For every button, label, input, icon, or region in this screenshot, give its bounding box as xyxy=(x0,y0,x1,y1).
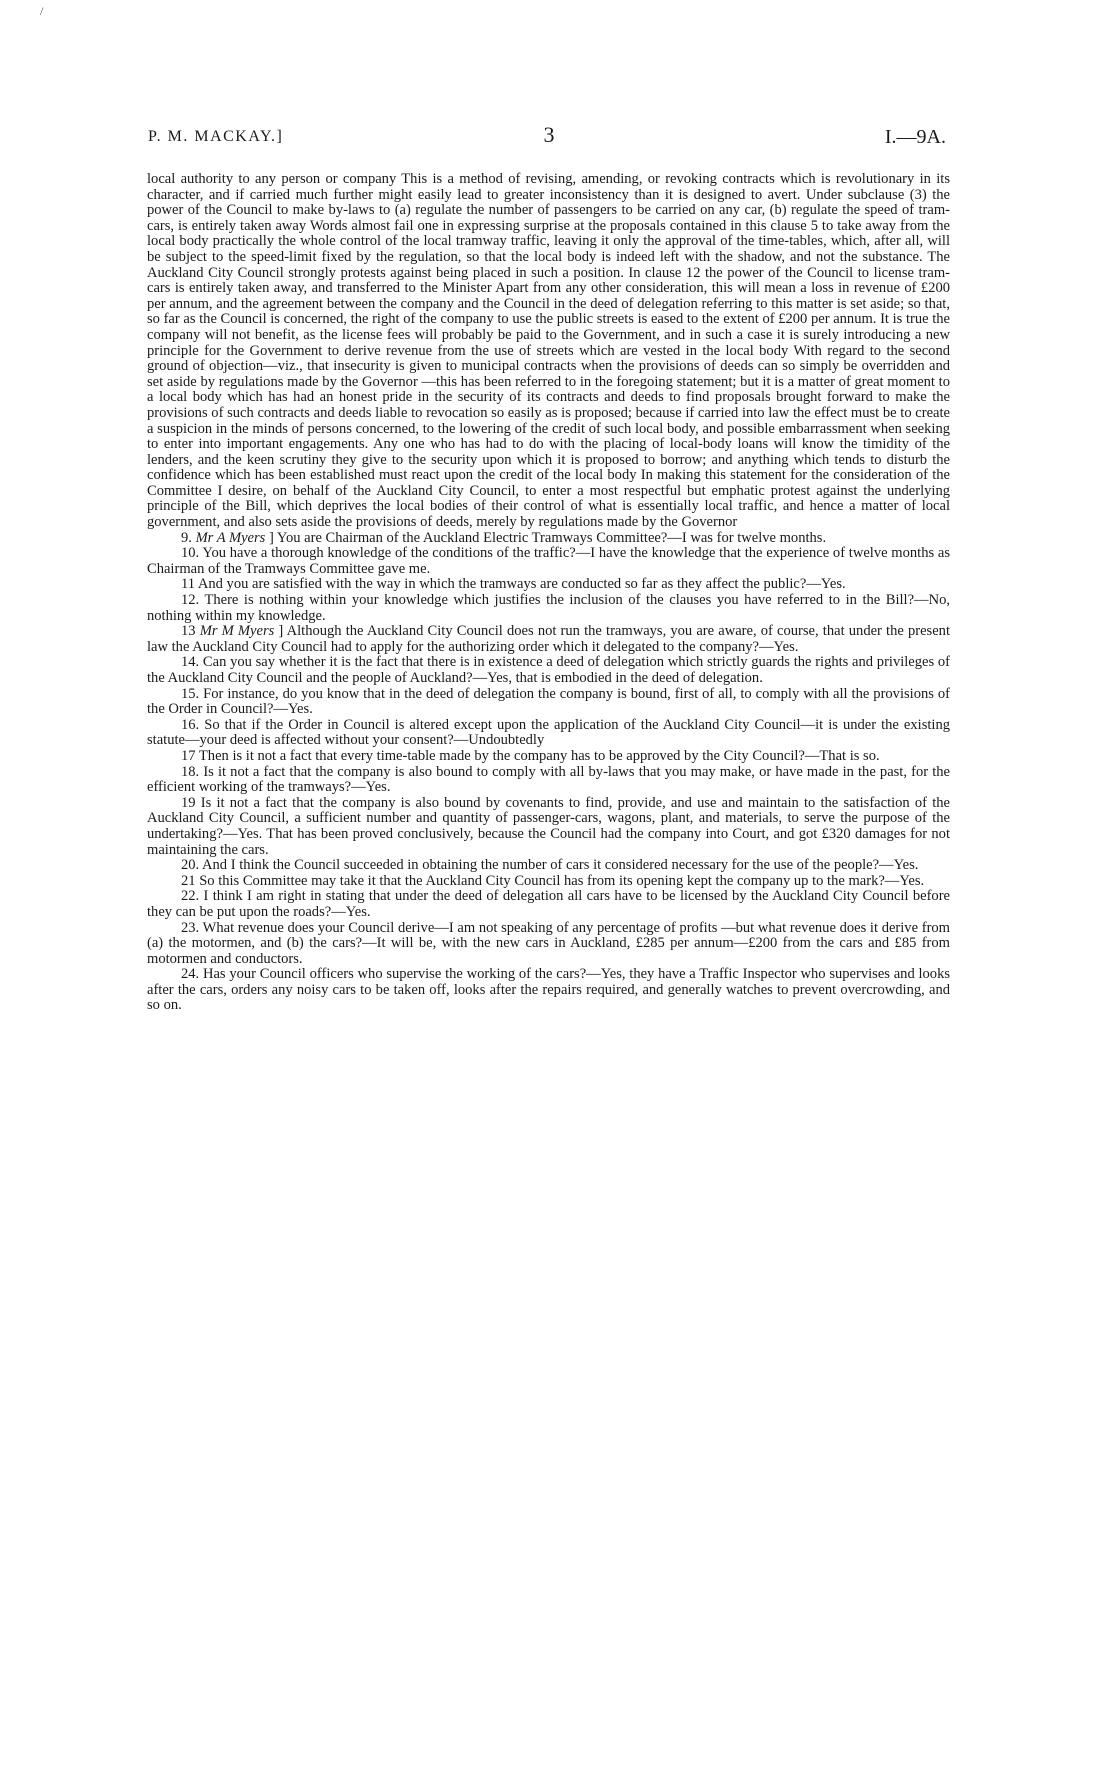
question-11: 11 And you are satisfied with the way in which the tramways are conducted so far as they affect the public?—Yes. xyxy=(181,576,846,593)
question-17: 17 Then is it not a fact that every time-table made by the company has to be approved by the City Council?—That is so. xyxy=(181,747,880,764)
paper-reference: I.—9A. xyxy=(884,126,946,148)
question-12: 12. There is nothing within your knowledge which justifies the inclusion of the clauses you have referred to in the Bill?—No, nothing within my knowledge. xyxy=(147,592,951,624)
question-21: 21 So this Committee may take it that the Auckland City Council has from its opening kept the company up to the mark?—Yes. xyxy=(181,872,925,889)
question-16: 16. So that if the Order in Council is altered except upon the application of the Auckland City Council—it is under the existing statute—your deed is affected without your consent?—Undoubtedly xyxy=(147,716,950,749)
question-19: 19 Is it not a fact that the company is also bound by covenants to find, provide, and use and maintain to the satisfaction of the Auckland City Council, a sufficient number and quantity of passenger-cars, wagons, plant, and materials, to serve the purpose of the undertaking?—Yes. That has been proved conclusively, because the Council had the company into Court, and got £320 damages for not maintaining the cars. xyxy=(147,794,950,858)
question-22: 22. I think I am right in stating that under the deed of delegation all cars have to be licensed by the Auckland City Council before they can be put upon the roads?—Yes. xyxy=(147,888,950,920)
question-18: 18. Is it not a fact that the company is also bound to comply with all by-laws that you may make, or have made in the past, for the efficient working of the tramways?—Yes. xyxy=(147,763,950,796)
margin-mark: / xyxy=(40,4,44,18)
opening-paragraph: local authority to any person or company This is a method of revising, amending, or revoking contracts which is revolutionary in its character, and if carried much further might easily lead to greater inconsistency than it is designed to avert. Under subclause (3) the power of the Council to make by-laws to (a) regulate the number of passengers to be carried on any car, (b) regulate the speed of tram-cars, is entirely taken away Words almost fail one in expressing surprise at the proposals contained in this clause 5 to take away from the local body practically the whole control of the local tramway traffic, leaving it only the approval of the time-tables, which, after all, will be subject to the speed-limit fixed by the regulation, so that the local body is indeed left with the shadow, and not the substance. The Auckland City Council strongly protests against being placed in such a position. In clause 12 the power of the Council to license tram-cars is entirely taken away, and transferred to the Minister Apart from any other consideration, this will mean a loss in revenue of £200 per annum, and the agreement between the company and the Council in the deed of delegation referring to this matter is set aside; so that, so far as the Council is concerned, the right of the company to use the public streets is eased to the extent of £200 per annum. It is true the company will not benefit, as the license fees will probably be paid to the Government, and in such a case it is surely introducing a new principle for the Government to derive revenue from the use of streets which are vested in the local body With regard to the second ground of objection—viz., that insecurity is given to municipal contracts when the provisions of deeds can so simply be overridden and set aside by regulations made by the Governor —this has been referred to in the foregoing statement; but it is a matter of great moment to a local body which has had an honest pride in the security of its contracts and deeds to find proposals brought forward to make the provisions of such contracts and deeds liable to revocation so easily as is proposed; because if carried into law the effect must be to create a suspicion in the minds of persons concerned, to the lowering of the credit of such local body, and possible embarrassment when seeking to enter into important engagements. Any one who has had to do with the placing of local-body loans will know the timidity of the lenders, and the keen scrutiny they give to the security upon which it is proposed to borrow; and anything which tends to disturb the confidence which has been established must react upon the credit of the local body In making this statement for the consideration of the Committee I desire, on behalf of the Auckland City Council, to enter a most respectful but emphatic protest against the underlying principle of the Bill, which deprives the local bodies of their control of what is essentially local traffic, and hence a matter of local government, and also sets aside the provisions of deeds, merely by regulations made by the Governor xyxy=(147,171,950,531)
question-20: 20. And I think the Council succeeded in obtaining the number of cars it considered necessary for the use of the people?—Yes. xyxy=(181,857,919,874)
question-10: 10. You have a thorough knowledge of the conditions of the traffic?—I have the knowledge that the experience of twelve months as Chairman of the Tramways Committee gave me. xyxy=(147,545,950,577)
page-number: 3 xyxy=(543,122,555,147)
question-13: 13 Mr M Myers ] Although the Auckland City Council does not run the tramways, you are aware, of course, that under the present law the Auckland City Council had to apply for the authorizing order which it delegated to the company?—Yes. xyxy=(147,623,950,655)
question-14: 14. Can you say whether it is the fact that there is in existence a deed of delegation which strictly guards the rights and privileges of the Auckland City Council and the people of Auckland?—Yes, that is embodied in the deed of delegation. xyxy=(147,654,950,686)
header-witness-name: P. M. MACKAY.] xyxy=(148,128,284,145)
question-9: 9. Mr A Myers ] You are Chairman of the Auckland Electric Tramways Committee?—I was for twelve months. xyxy=(181,529,827,546)
speaker-name: Mr M Myers xyxy=(199,623,275,640)
question-24: 24. Has your Council officers who supervise the working of the cars?—Yes, they have a Traffic Inspector who supervises and looks after the cars, orders any noisy cars to be taken off, looks after the repairs required, and generally watches to prevent overcrowding, and so on. xyxy=(147,966,951,1014)
page-header xyxy=(144,122,954,152)
question-23: 23. What revenue does your Council derive—I am not speaking of any percentage of profits —but what revenue does it derive from (a) the motormen, and (b) the cars?—It will be, with the new cars in Auckland, £285 per annum—£200 from the cars and £85 from motormen and conductors. xyxy=(147,919,950,967)
document-body xyxy=(147,172,950,1014)
question-15: 15. For instance, do you know that in the deed of delegation the company is bound, first of all, to comply with all the provisions of the Order in Council?—Yes. xyxy=(147,685,950,718)
speaker-name: Mr A Myers xyxy=(195,529,266,546)
